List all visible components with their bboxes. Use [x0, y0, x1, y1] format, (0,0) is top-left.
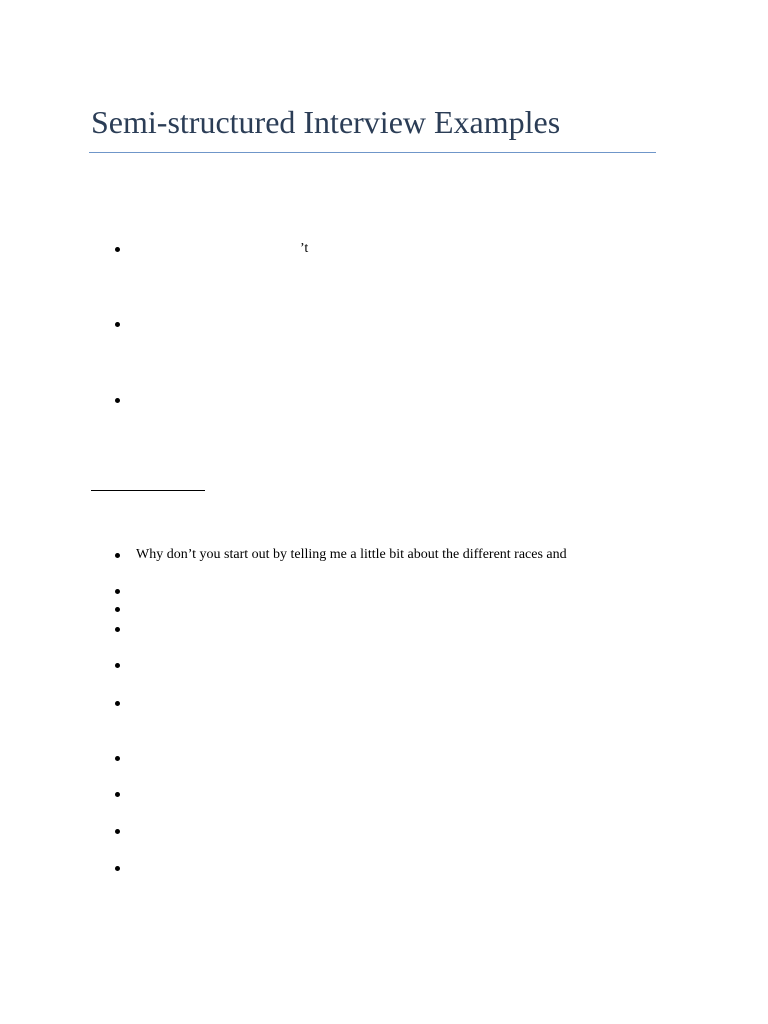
list-item-text: Why don’t you start out by telling me a little bit about the different races and: [136, 547, 567, 562]
bullet-dot: [115, 607, 120, 612]
bullet-dot: [115, 589, 120, 594]
section-heading-underline: [91, 490, 205, 491]
bullet-dot: [115, 663, 120, 668]
bullet-dot: [115, 322, 120, 327]
bullet-dot: [115, 701, 120, 706]
bullet-dot: [115, 792, 120, 797]
bullet-dot: [115, 247, 120, 252]
bullet-dot: [115, 553, 120, 558]
bullet-dot: [115, 627, 120, 632]
bullet-dot: [115, 398, 120, 403]
bullet-dot: [115, 866, 120, 871]
document-title: Semi-structured Interview Examples: [91, 104, 561, 140]
bullet-dot: [115, 756, 120, 761]
list-item-text: ’t: [300, 241, 309, 256]
title-underline: [89, 152, 656, 153]
bullet-dot: [115, 829, 120, 834]
